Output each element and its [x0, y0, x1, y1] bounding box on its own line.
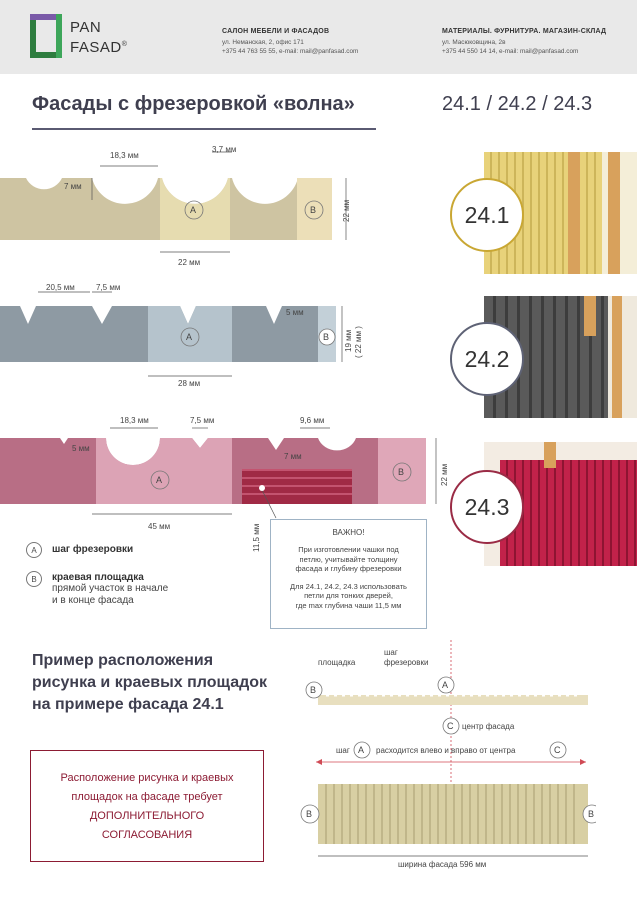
label-width: ширина фасада 596 мм	[398, 860, 487, 869]
label-step-line: шаг	[384, 648, 398, 657]
label-243-b: B	[398, 467, 405, 477]
dim-242-thickness-alt: ( 22 мм )	[354, 326, 363, 358]
logo-text	[70, 19, 127, 56]
logo-icon	[30, 14, 62, 58]
example-a2-label: A	[358, 745, 365, 755]
salon-contacts	[222, 28, 358, 56]
dim-242-step: 28 мм	[178, 379, 201, 388]
legend-a-text: шаг фрезеровки	[52, 544, 134, 555]
legend-b	[52, 572, 168, 607]
dim-242-pitch: 20,5 мм	[46, 283, 75, 292]
store-title: МАТЕРИАЛЫ. ФУРНИТУРА. МАГАЗИН-СКЛАД	[442, 28, 607, 35]
label-spread: расходится влево и вправо от центра	[376, 746, 516, 755]
dim-242-gap: 7,5 мм	[96, 283, 121, 292]
note-p2-line: где max глубина чаши 11,5 мм	[295, 600, 402, 610]
callout-dot	[259, 485, 265, 491]
logo-reg: ®	[121, 41, 128, 48]
profile-243-pitch-zone	[96, 438, 232, 504]
label-243-a: A	[156, 475, 163, 485]
store-phone: +375 44 550 14 14, e-mail: mail@panfasad.com	[442, 48, 579, 55]
note-title: ВАЖНО!	[332, 528, 365, 537]
legend-b-symbol: B	[26, 571, 42, 587]
photo-243-bar	[544, 442, 556, 468]
dim-242-depth: 5 мм	[286, 308, 304, 317]
dim-243-gap: 7,5 мм	[190, 416, 215, 425]
dim-243-depth2: 7 мм	[284, 452, 302, 461]
dim-242-thickness: 19 мм	[344, 329, 353, 352]
dim-243-thickness: 22 мм	[440, 463, 449, 486]
legend-b-line: прямой участок в начале	[52, 583, 169, 594]
dim-243-step: 45 мм	[148, 522, 171, 531]
example-diagram	[296, 640, 596, 870]
note-p2-line: Для 24.1, 24.2, 24.3 использовать	[290, 581, 407, 591]
example-title-line: на примере фасада 24.1	[32, 696, 224, 713]
label-platform: площадка	[318, 658, 356, 667]
dim-243-gap2: 9,6 мм	[300, 416, 325, 425]
legend-b-line: и в конце фасада	[52, 595, 134, 606]
legend-b-title: краевая площадка	[52, 572, 144, 583]
label-center: центр фасада	[462, 722, 515, 731]
example-b-label: B	[310, 685, 317, 695]
warning-line: ДОПОЛНИТЕЛЬНОГО	[89, 810, 205, 822]
example-c2-label: C	[554, 745, 561, 755]
legend-a-symbol: A	[26, 542, 42, 558]
store-contacts	[442, 28, 606, 56]
example-title-line: рисунка и краевых площадок	[32, 674, 268, 691]
dim-241-depth: 7 мм	[64, 182, 82, 191]
example-b3-label: B	[588, 809, 595, 819]
dim-241-step: 22 мм	[178, 258, 201, 267]
badge-242	[450, 322, 524, 396]
badge-242-text: 24.2	[464, 345, 510, 372]
note-p1-line: фасада и глубину фрезеровки	[295, 564, 402, 573]
label-242-a: A	[186, 332, 193, 342]
title-underline	[32, 128, 376, 130]
warning-box	[30, 750, 264, 862]
badge-241-text: 24.1	[464, 201, 510, 228]
label-241-a: A	[190, 205, 197, 215]
dim-243-depth: 5 мм	[72, 444, 90, 453]
warning-line: площадок на фасаде требует	[71, 791, 223, 803]
logo-line1: PAN	[70, 19, 102, 36]
salon-title: САЛОН МЕБЕЛИ И ФАСАДОВ	[222, 28, 330, 35]
label-242-b: B	[323, 332, 330, 342]
arrow-right	[580, 759, 586, 765]
model-codes: 24.1 / 24.2 / 24.3	[442, 93, 593, 115]
logo-line2: FASAD	[70, 39, 122, 56]
example-b2-label: B	[306, 809, 313, 819]
dim-243-pitch: 18,3 мм	[120, 416, 149, 425]
note-p1-line: петлю, учитывайте толщину	[299, 554, 398, 564]
photo-242-bar	[612, 296, 622, 418]
store-address: ул. Масюковщина, 2в	[442, 39, 506, 46]
badge-241	[450, 178, 524, 252]
badge-243	[450, 470, 524, 544]
warning-line: Расположение рисунка и краевых	[60, 772, 234, 784]
badge-243-text: 24.3	[464, 493, 510, 520]
salon-address: ул. Неманская, 2, офис 171	[222, 39, 304, 46]
note-p2-line: петли для тонких дверей,	[304, 591, 393, 600]
header	[0, 0, 637, 74]
photo-242-bar	[584, 296, 596, 336]
page-title: Фасады с фрезеровкой «волна»	[32, 93, 355, 115]
label-241-b: B	[310, 205, 317, 215]
warning-line: СОГЛАСОВАНИЯ	[101, 829, 193, 841]
example-a-label: A	[442, 680, 449, 690]
label-step-word: шаг	[336, 746, 350, 755]
photo-241-bar	[568, 152, 580, 274]
dim-241-gap: 3,7 мм	[212, 145, 237, 154]
example-title-line: Пример расположения	[32, 652, 214, 669]
arrow-left	[316, 759, 322, 765]
dim-241-thickness: 22 мм	[342, 199, 351, 222]
salon-phone: +375 44 763 55 55, e-mail: mail@panfasad.com	[222, 48, 359, 55]
dim-243-cup: 11,5 мм	[252, 523, 261, 552]
important-note	[270, 519, 427, 629]
example-c-label: C	[447, 721, 454, 731]
example-title	[32, 650, 267, 716]
dim-241-pitch: 18,3 мм	[110, 151, 139, 160]
note-p1-line: При изготовлении чашки под	[298, 545, 399, 554]
photo-241-bar	[608, 152, 620, 274]
label-step-line: фрезеровки	[384, 658, 429, 667]
